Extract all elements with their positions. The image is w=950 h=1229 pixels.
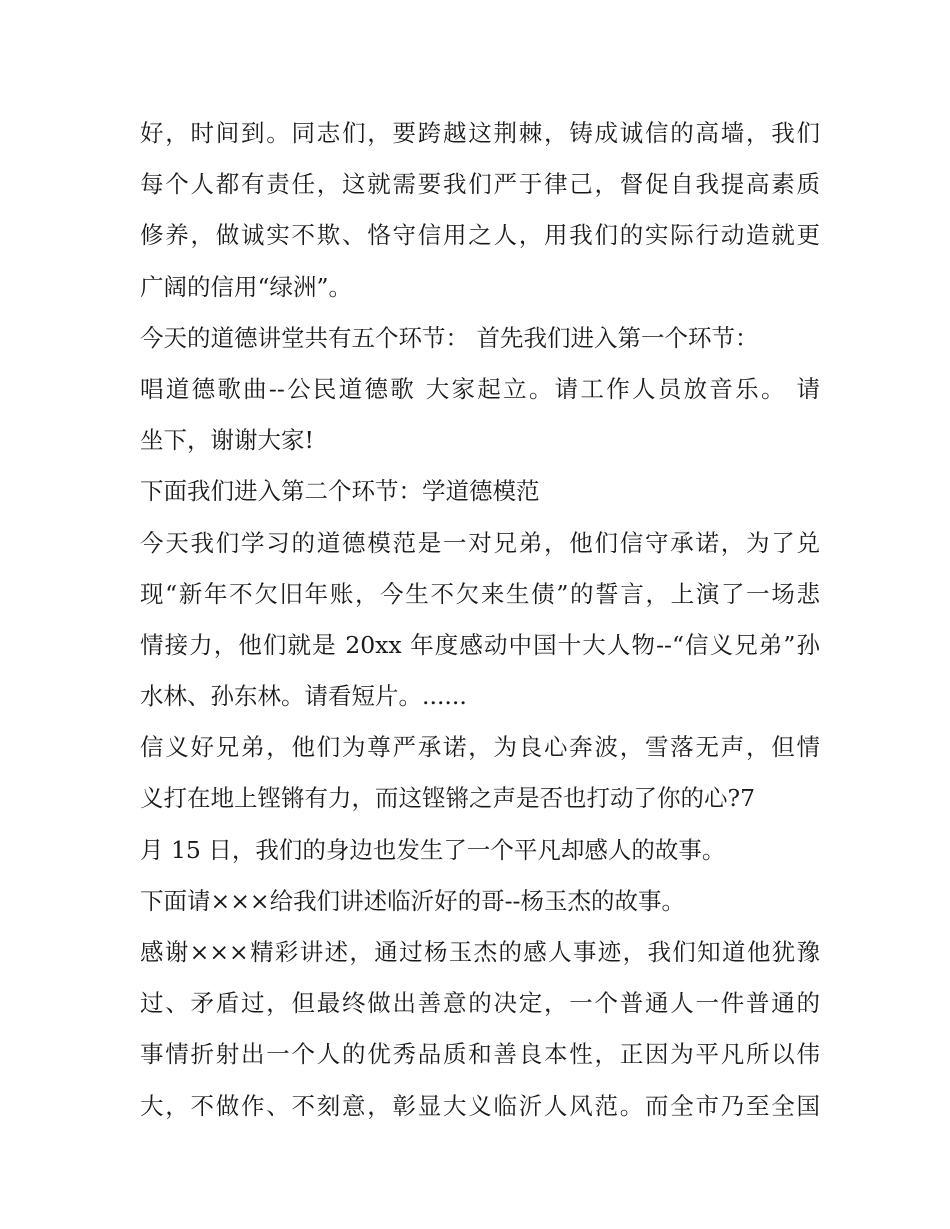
text-line-20: 大，不做作、不刻意，彰显大义临沂人风范。而全市乃至全国	[140, 1091, 820, 1120]
text-line-10: 现“新年不欠旧年账，今生不欠来生债”的誓言，上演了一场悲	[140, 579, 820, 608]
text-line-15: 月 15 日，我们的身边也发生了一个平凡却感人的故事。	[140, 835, 726, 864]
text-line-4: 广阔的信用“绿洲”。	[140, 272, 353, 301]
text-line-7: 坐下，谢谢大家!	[140, 426, 314, 455]
text-line-18: 过、矛盾过，但最终做出善意的决定，一个普通人一件普通的	[140, 989, 820, 1018]
text-line-19: 事情折射出一个人的优秀品质和善良本性，正因为平凡所以伟	[140, 1040, 820, 1069]
text-line-2: 每个人都有责任，这就需要我们严于律己，督促自我提高素质	[140, 170, 820, 199]
text-line-3: 修养，做诚实不欺、恪守信用之人，用我们的实际行动造就更	[140, 221, 820, 250]
text-line-8: 下面我们进入第二个环节：学道德模范	[140, 477, 540, 506]
text-line-9: 今天我们学习的道德模范是一对兄弟，他们信守承诺，为了兑	[140, 528, 820, 557]
document-body	[140, 108, 820, 1132]
text-line-12: 水林、孙东林。请看短片。......	[140, 682, 467, 711]
text-line-17: 感谢×××精彩讲述，通过杨玉杰的感人事迹，我们知道他犹豫	[140, 938, 820, 966]
text-line-11: 情接力，他们就是 20xx 年度感动中国十大人物--“信义兄弟”孙	[140, 630, 820, 659]
text-line-5: 今天的道德讲堂共有五个环节： 首先我们进入第一个环节：	[140, 323, 759, 352]
text-line-16: 下面请×××给我们讲述临沂好的哥--杨玉杰的故事。	[140, 886, 685, 915]
text-line-6: 唱道德歌曲--公民道德歌 大家起立。请工作人员放音乐。 请	[140, 374, 820, 403]
text-line-1: 好，时间到。同志们，要跨越这荆棘，铸成诚信的高墙，我们	[140, 119, 820, 147]
text-line-14: 义打在地上铿锵有力，而这铿锵之声是否也打动了你的心?7	[140, 784, 756, 813]
text-line-13: 信义好兄弟，他们为尊严承诺，为良心奔波，雪落无声，但情	[140, 733, 820, 762]
